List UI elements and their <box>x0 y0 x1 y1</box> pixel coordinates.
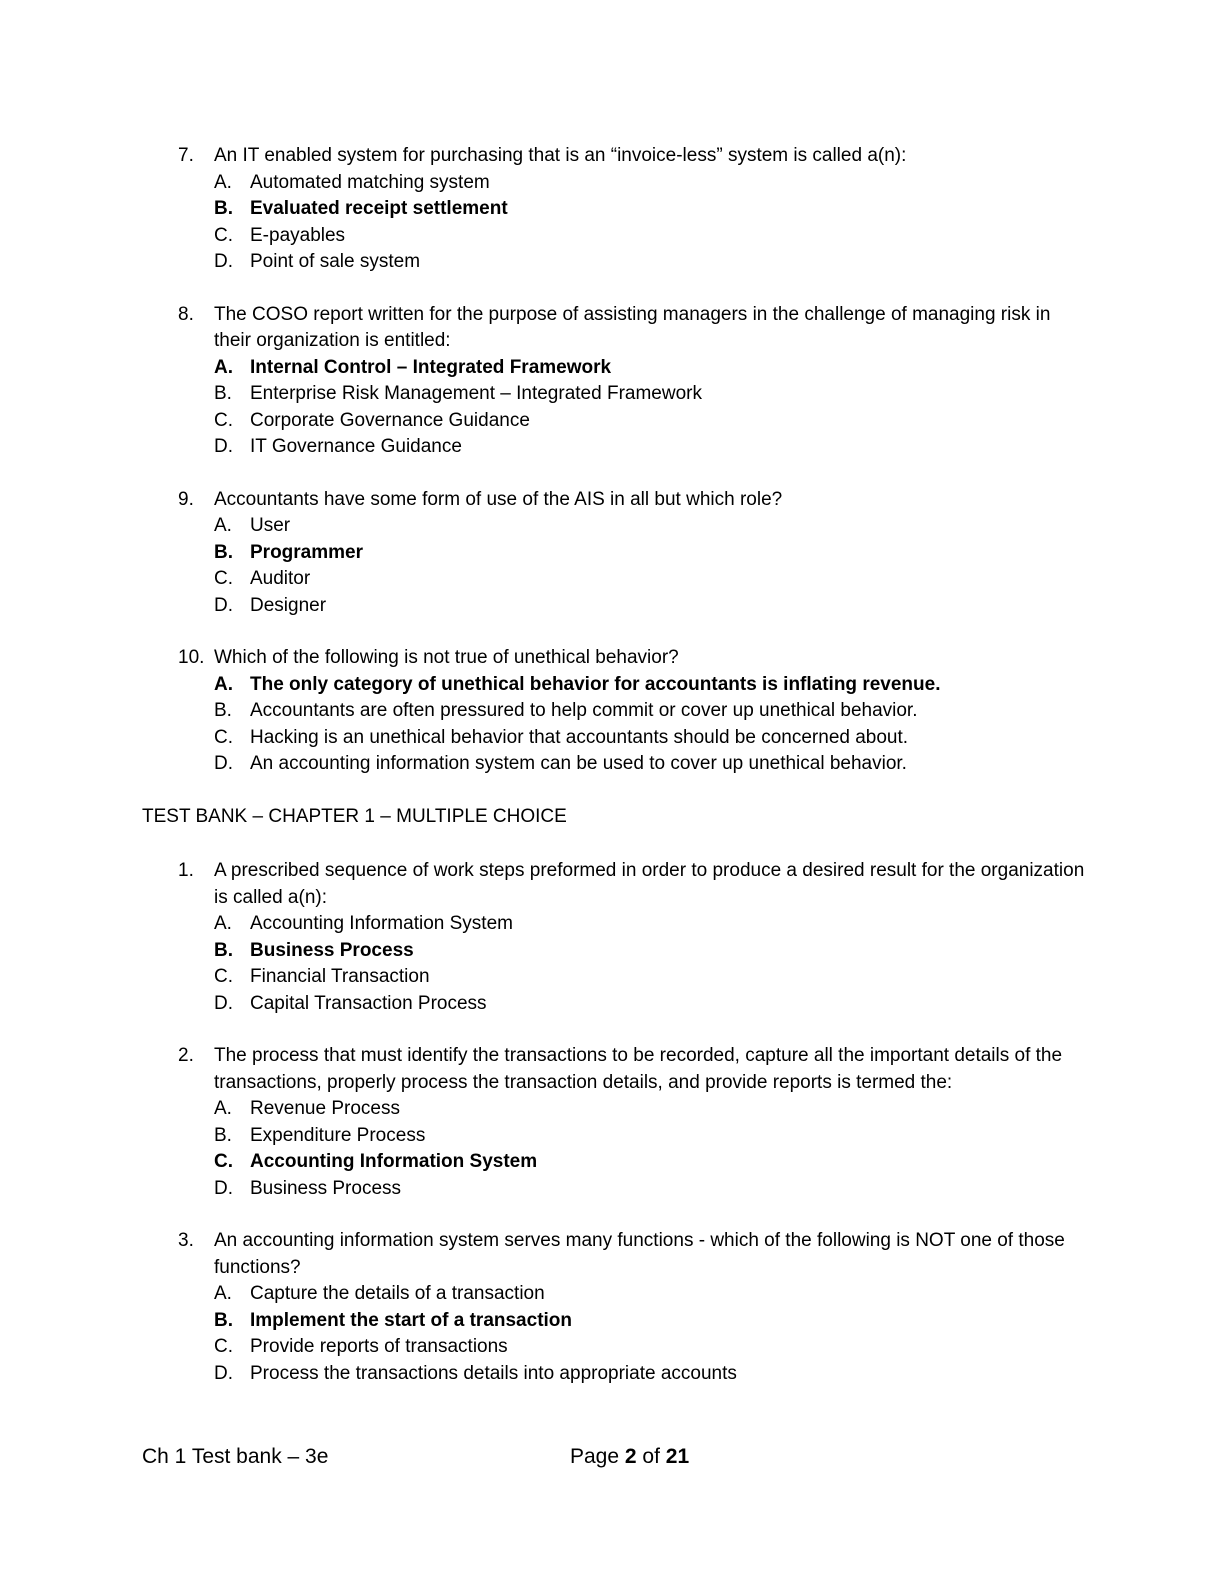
option-text: Provide reports of transactions <box>250 1336 508 1357</box>
option-letter: B. <box>214 198 233 219</box>
question-stem: An accounting information system serves many functions - which of the following is NOT one of those functions? <box>214 1230 1065 1278</box>
option-letter: A. <box>214 171 232 193</box>
answer-option <box>214 1123 1092 1150</box>
option-letter: A. <box>214 356 233 378</box>
option-letter: C. <box>214 1151 233 1172</box>
answer-option-correct <box>214 196 1092 223</box>
option-text: Designer <box>250 594 327 616</box>
answer-option-correct <box>214 938 1092 965</box>
answer-option <box>214 991 1092 1018</box>
question-item <box>142 487 1092 620</box>
answer-option <box>214 408 1092 435</box>
option-letter: C. <box>214 726 233 748</box>
question-stem: The COSO report written for the purpose of assisting managers in the challenge of managing risk in their organization is entitled: <box>214 303 1051 351</box>
option-text: Programmer <box>250 541 363 563</box>
option-letter: D. <box>214 1177 233 1199</box>
option-text: User <box>250 515 291 536</box>
question-number: 10. <box>178 647 205 668</box>
answer-option-correct <box>214 672 1092 699</box>
answer-option <box>214 1281 1092 1308</box>
question-stem: An IT enabled system for purchasing that is an “invoice-less” system is called a(n): <box>214 145 907 166</box>
option-text: Internal Control – Integrated Framework <box>250 356 612 378</box>
answer-option <box>214 249 1092 276</box>
question-stem: Which of the following is not true of unethical behavior? <box>214 647 679 668</box>
option-letter: C. <box>214 409 233 431</box>
answer-option <box>214 911 1092 938</box>
answer-option-correct <box>214 355 1092 382</box>
section-heading: TEST BANK – CHAPTER 1 – MULTIPLE CHOICE <box>142 805 567 827</box>
question-number: 9. <box>178 488 194 510</box>
question-item <box>142 302 1092 461</box>
option-text: E-payables <box>250 224 346 246</box>
answer-option <box>214 964 1092 991</box>
option-letter: D. <box>214 1362 233 1384</box>
question-number: 3. <box>178 1230 194 1251</box>
answer-option <box>214 434 1092 461</box>
question-stem: Accountants have some form of use of the AIS in all but which role? <box>214 488 783 510</box>
answer-option <box>214 381 1092 408</box>
option-text: Capital Transaction Process <box>250 992 487 1014</box>
option-letter: A. <box>214 1098 232 1119</box>
footer-of-word: of <box>642 1445 660 1468</box>
option-text: Hacking is an unethical behavior that accountants should be concerned about. <box>250 726 909 748</box>
answer-option <box>214 725 1092 752</box>
option-text: Process the transactions details into appropriate accounts <box>250 1362 737 1384</box>
footer-page-indicator <box>570 1443 689 1471</box>
question-item <box>142 645 1092 778</box>
option-letter: B. <box>214 383 232 404</box>
document-body <box>142 143 1092 1413</box>
footer-page-total: 21 <box>665 1445 690 1468</box>
option-text: Capture the details of a transaction <box>250 1283 545 1304</box>
answer-option <box>214 223 1092 250</box>
answer-option <box>214 170 1092 197</box>
option-letter: D. <box>214 594 233 616</box>
answer-option <box>214 698 1092 725</box>
answer-option-correct <box>214 540 1092 567</box>
option-text: Accounting Information System <box>250 1151 538 1172</box>
option-text: Corporate Governance Guidance <box>250 409 530 431</box>
option-text: Point of sale system <box>250 251 421 272</box>
question-number: 2. <box>178 1045 194 1066</box>
question-stem: A prescribed sequence of work steps preformed in order to produce a desired result for the organization is called a(n): <box>214 860 1085 908</box>
option-text: Revenue Process <box>250 1098 400 1119</box>
option-text: Implement the start of a transaction <box>250 1309 573 1331</box>
option-letter: D. <box>214 436 233 457</box>
option-text: Business Process <box>250 1177 402 1199</box>
question-item <box>142 1043 1092 1202</box>
answer-option-correct <box>214 1149 1092 1176</box>
option-text: The only category of unethical behavior for accountants is inflating revenue. <box>250 673 941 695</box>
footer-page-number: 2 <box>624 1445 637 1468</box>
question-item <box>142 1228 1092 1387</box>
option-text: Automated matching system <box>250 171 490 193</box>
option-letter: C. <box>214 966 233 987</box>
option-letter: D. <box>214 753 233 774</box>
answer-option <box>214 593 1092 620</box>
option-letter: C. <box>214 224 233 246</box>
footer-document-title: Ch 1 Test bank – 3e <box>142 1445 329 1468</box>
answer-option <box>214 1361 1092 1388</box>
answer-option <box>214 1176 1092 1203</box>
question-number: 7. <box>178 145 194 166</box>
question-number: 8. <box>178 303 194 325</box>
option-text: An accounting information system can be used to cover up unethical behavior. <box>250 753 907 774</box>
question-number: 1. <box>178 860 194 881</box>
option-letter: C. <box>214 568 233 589</box>
option-text: Expenditure Process <box>250 1124 426 1146</box>
answer-option <box>214 1334 1092 1361</box>
option-text: Enterprise Risk Management – Integrated Framework <box>250 383 702 404</box>
footer-page-word: Page <box>570 1445 620 1468</box>
question-list-top <box>142 143 1092 778</box>
option-letter: C. <box>214 1336 233 1357</box>
option-text: Accounting Information System <box>250 913 513 934</box>
option-letter: D. <box>214 992 233 1014</box>
option-letter: B. <box>214 541 233 563</box>
option-letter: B. <box>214 1124 232 1146</box>
option-text: Business Process <box>250 939 414 961</box>
answer-option <box>214 751 1092 778</box>
answer-option <box>214 1096 1092 1123</box>
answer-option <box>214 513 1092 540</box>
question-item <box>142 143 1092 276</box>
question-item <box>142 858 1092 1017</box>
answer-option <box>214 566 1092 593</box>
option-letter: B. <box>214 700 232 721</box>
option-letter: D. <box>214 251 233 272</box>
option-letter: B. <box>214 939 233 961</box>
option-text: Evaluated receipt settlement <box>250 198 508 219</box>
option-letter: A. <box>214 913 232 934</box>
option-letter: A. <box>214 673 233 695</box>
option-letter: B. <box>214 1309 233 1331</box>
option-text: Accountants are often pressured to help commit or cover up unethical behavior. <box>250 700 918 721</box>
option-letter: A. <box>214 515 232 536</box>
question-stem: The process that must identify the transactions to be recorded, capture all the important details of the transactions, properly process the transaction details, and provide reports is termed the: <box>214 1045 1063 1093</box>
option-text: Financial Transaction <box>250 966 430 987</box>
option-text: IT Governance Guidance <box>250 436 462 457</box>
option-text: Auditor <box>250 568 311 589</box>
question-list-bottom <box>142 858 1092 1387</box>
answer-option-correct <box>214 1308 1092 1335</box>
option-letter: A. <box>214 1283 232 1304</box>
